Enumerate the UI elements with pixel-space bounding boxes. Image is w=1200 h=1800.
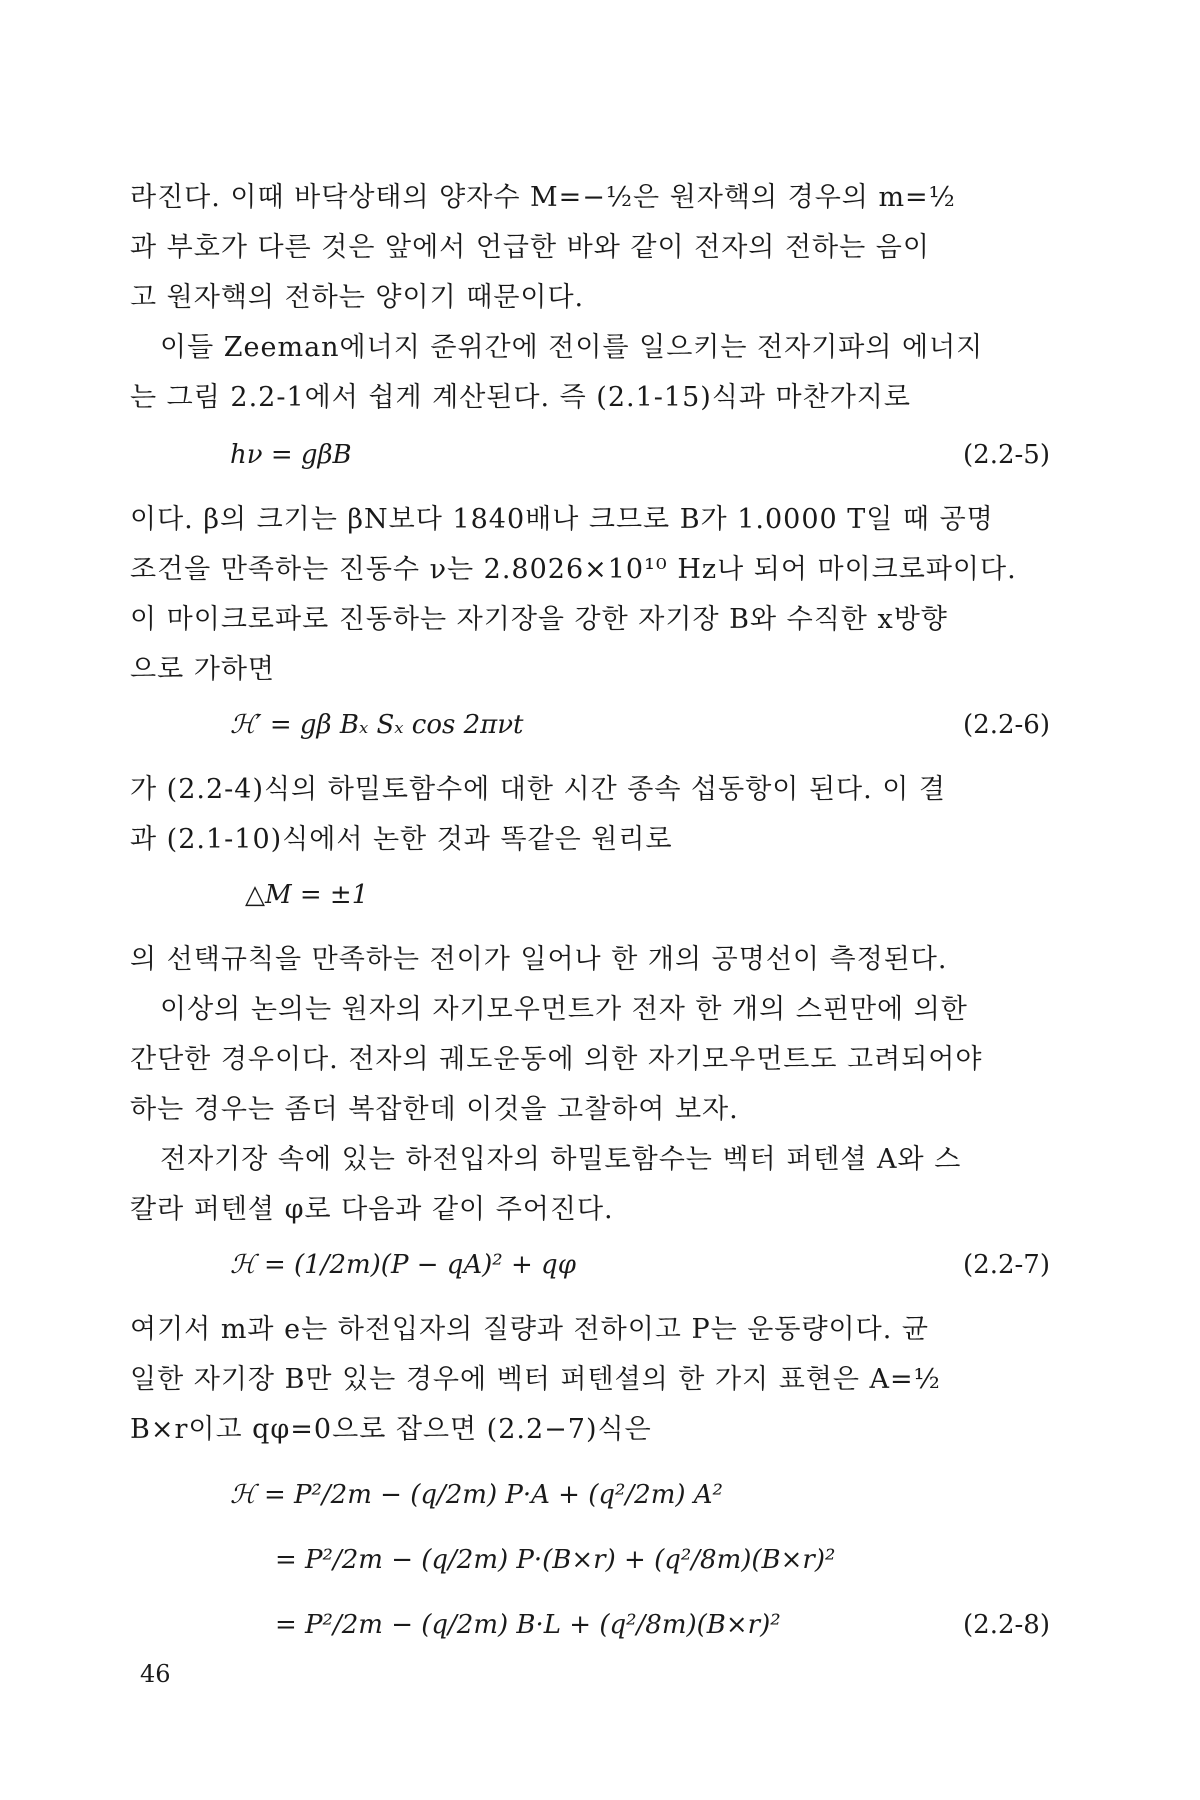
equation-2-2-5: hν = gβB bbox=[230, 440, 352, 470]
text-line: 가 (2.2-4)식의 하밀토함수에 대한 시간 종속 섭동항이 된다. 이 결 bbox=[130, 774, 947, 805]
text-line: 이들 Zeeman에너지 준위간에 전이를 일으키는 전자기파의 에너지 bbox=[160, 332, 984, 363]
text-line: 간단한 경우이다. 전자의 궤도운동에 의한 자기모우먼트도 고려되어야 bbox=[130, 1044, 983, 1075]
equation-number: (2.2-6) bbox=[963, 710, 1050, 740]
equation-2-2-8-line2: = P²/2m − (q/2m) P·(B×r) + (q²/8m)(B×r)² bbox=[275, 1545, 836, 1575]
selection-rule: △M = ±1 bbox=[245, 880, 369, 910]
text-line: 이 마이크로파로 진동하는 자기장을 강한 자기장 B와 수직한 x방향 bbox=[130, 604, 948, 635]
page-number: 46 bbox=[140, 1660, 171, 1688]
text-line: 고 원자핵의 전하는 양이기 때문이다. bbox=[130, 282, 585, 313]
text-line: 라진다. 이때 바닥상태의 양자수 M=−½은 원자핵의 경우의 m=½ bbox=[130, 182, 956, 213]
text-line: 과 (2.1-10)식에서 논한 것과 똑같은 원리로 bbox=[130, 824, 673, 855]
text-line: 는 그림 2.2-1에서 쉽게 계산된다. 즉 (2.1-15)식과 마찬가지로 bbox=[130, 382, 911, 413]
equation-number: (2.2-5) bbox=[963, 440, 1050, 470]
text-line: 이상의 논의는 원자의 자기모우먼트가 전자 한 개의 스핀만에 의한 bbox=[160, 994, 968, 1025]
equation-2-2-7: ℋ = (1/2m)(P − qA)² + qφ bbox=[230, 1250, 576, 1280]
text-line: 과 부호가 다른 것은 앞에서 언급한 바와 같이 전자의 전하는 음이 bbox=[130, 232, 930, 263]
text-line: B×r이고 qφ=0으로 잡으면 (2.2−7)식은 bbox=[130, 1414, 652, 1445]
text-line: 으로 가하면 bbox=[130, 654, 275, 685]
text-line: 하는 경우는 좀더 복잡한데 이것을 고찰하여 보자. bbox=[130, 1094, 739, 1125]
equation-number: (2.2-8) bbox=[963, 1610, 1050, 1640]
text-line: 전자기장 속에 있는 하전입자의 하밀토함수는 벡터 퍼텐셜 A와 스 bbox=[160, 1144, 962, 1175]
text-line: 칼라 퍼텐셜 φ로 다음과 같이 주어진다. bbox=[130, 1194, 614, 1225]
text-line: 이다. β의 크기는 βN보다 1840배나 크므로 B가 1.0000 T일 때 공명 bbox=[130, 504, 994, 535]
text-line: 조건을 만족하는 진동수 ν는 2.8026×10¹⁰ Hz나 되어 마이크로파이다. bbox=[130, 554, 1017, 585]
equation-2-2-6: ℋ′ = gβ Bₓ Sₓ cos 2πνt bbox=[230, 710, 524, 740]
text-line: 일한 자기장 B만 있는 경우에 벡터 퍼텐셜의 한 가지 표현은 A=½ bbox=[130, 1364, 941, 1395]
text-line: 여기서 m과 e는 하전입자의 질량과 전하이고 P는 운동량이다. 균 bbox=[130, 1314, 929, 1345]
equation-2-2-8-line3: = P²/2m − (q/2m) B·L + (q²/8m)(B×r)² bbox=[275, 1610, 781, 1640]
equation-2-2-8-line1: ℋ = P²/2m − (q/2m) P·A + (q²/2m) A² bbox=[230, 1480, 723, 1510]
equation-number: (2.2-7) bbox=[963, 1250, 1050, 1280]
text-line: 의 선택규칙을 만족하는 전이가 일어나 한 개의 공명선이 측정된다. bbox=[130, 944, 948, 975]
